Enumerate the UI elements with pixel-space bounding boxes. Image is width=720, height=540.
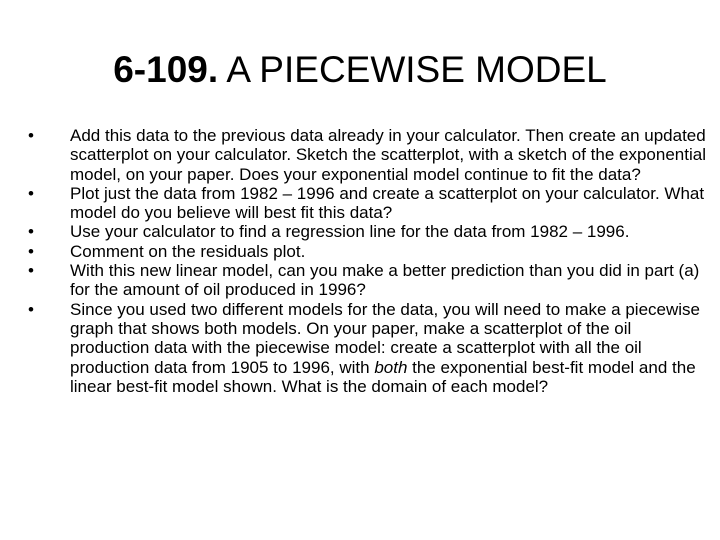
bullet-dot-icon: •	[28, 299, 34, 319]
bullet-text-after: the exponential best-fit model and the linear best-fit model shown. What is the domain of each model?	[70, 357, 696, 396]
bullet-text: Comment on the residuals plot.	[70, 241, 306, 261]
bullet-dot-icon: •	[28, 126, 34, 145]
bullet-text: With this new linear model, can you make a better prediction than you did in part (a) for the amount of oil produced in 1996?	[70, 261, 700, 300]
slide-title	[0, 46, 720, 94]
bullet-dot-icon: •	[28, 183, 34, 203]
bullet-item	[28, 242, 708, 261]
bullet-dot-icon: •	[28, 222, 34, 242]
bullet-text-emphasis: both	[374, 357, 408, 377]
title-text: A PIECEWISE MODEL	[226, 49, 607, 90]
bullet-list	[28, 126, 708, 396]
bullet-dot-icon: •	[28, 261, 34, 281]
bullet-text: Plot just the data from 1982 – 1996 and create a scatterplot on your calculator. What model do you believe will best fit this data?	[70, 183, 705, 223]
bullet-item	[28, 261, 708, 300]
bullet-text-before: Since you used two different models for the data, you will need to make a piecewise graph that shows both models. On your paper, make a scatterplot of the oil production data with the piecewise model: create a scatterplot with all the oil production data from 1905 to 1996, with	[70, 299, 700, 377]
bullet-item	[28, 222, 708, 241]
bullet-text: Add this data to the previous data already in your calculator. Then create an updated scatterplot on your calculator. Sketch the scatterplot, with a sketch of the exponential model, on your paper. Does your exponential model continue to fit the data?	[70, 126, 706, 184]
bullet-dot-icon: •	[28, 241, 34, 261]
bullet-text: Use your calculator to find a regression line for the data from 1982 – 1996.	[70, 222, 630, 242]
bullet-item	[28, 300, 708, 396]
title-number: 6-109.	[113, 49, 219, 90]
bullet-item	[28, 184, 708, 223]
bullet-item	[28, 126, 708, 184]
